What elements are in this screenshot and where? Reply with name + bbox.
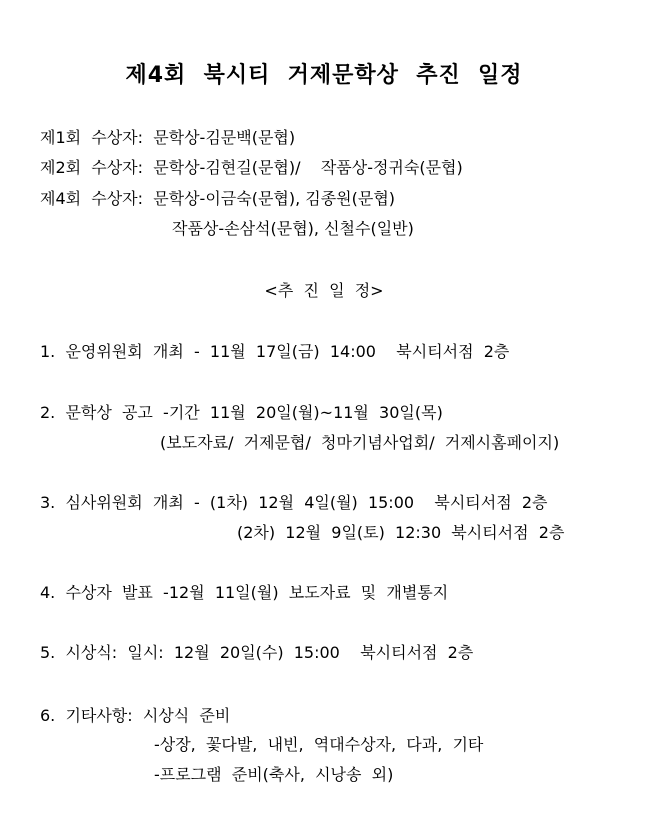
schedule-item-2-detail: (보도자료/ 거제문협/ 청마기념사업회/ 거제시홈페이지) <box>160 433 560 452</box>
schedule-item-6-detail-2: -프로그램 준비(축사, 시낭송 외) <box>154 765 394 784</box>
schedule-item-6-detail-1: -상장, 꽃다발, 내빈, 역대수상자, 다과, 기타 <box>154 735 484 754</box>
schedule-heading: <추 진 일 정> <box>264 281 384 300</box>
schedule-item-3-detail: (2차) 12월 9일(토) 12:30 북시티서점 2층 <box>237 523 565 542</box>
winner-line-2: 제2회 수상자: 문학상-김현길(문협)/ 작품상-정귀숙(문협) <box>40 158 463 177</box>
schedule-item-1: 1. 운영위원회 개최 - 11월 17일(금) 14:00 북시티서점 2층 <box>40 342 510 361</box>
schedule-item-4: 4. 수상자 발표 -12월 11일(월) 보도자료 및 개별통지 <box>40 583 449 602</box>
winner-line-1: 제1회 수상자: 문학상-김문백(문협) <box>40 128 296 147</box>
schedule-item-2: 2. 문학상 공고 -기간 11월 20일(월)~11월 30일(목) <box>40 403 443 422</box>
schedule-item-5: 5. 시상식: 일시: 12월 20일(수) 15:00 북시티서점 2층 <box>40 643 474 662</box>
winner-line-4-continued: 작품상-손삼석(문협), 신철수(일반) <box>172 219 414 238</box>
schedule-item-6: 6. 기타사항: 시상식 준비 <box>40 706 231 725</box>
page-title: 제4회 북시티 거제문학상 추진 일정 <box>125 63 523 88</box>
winner-line-4: 제4회 수상자: 문학상-이금숙(문협), 김종원(문협) <box>40 189 396 208</box>
schedule-item-3: 3. 심사위원회 개최 - (1차) 12월 4일(월) 15:00 북시티서점 2층 <box>40 493 548 512</box>
